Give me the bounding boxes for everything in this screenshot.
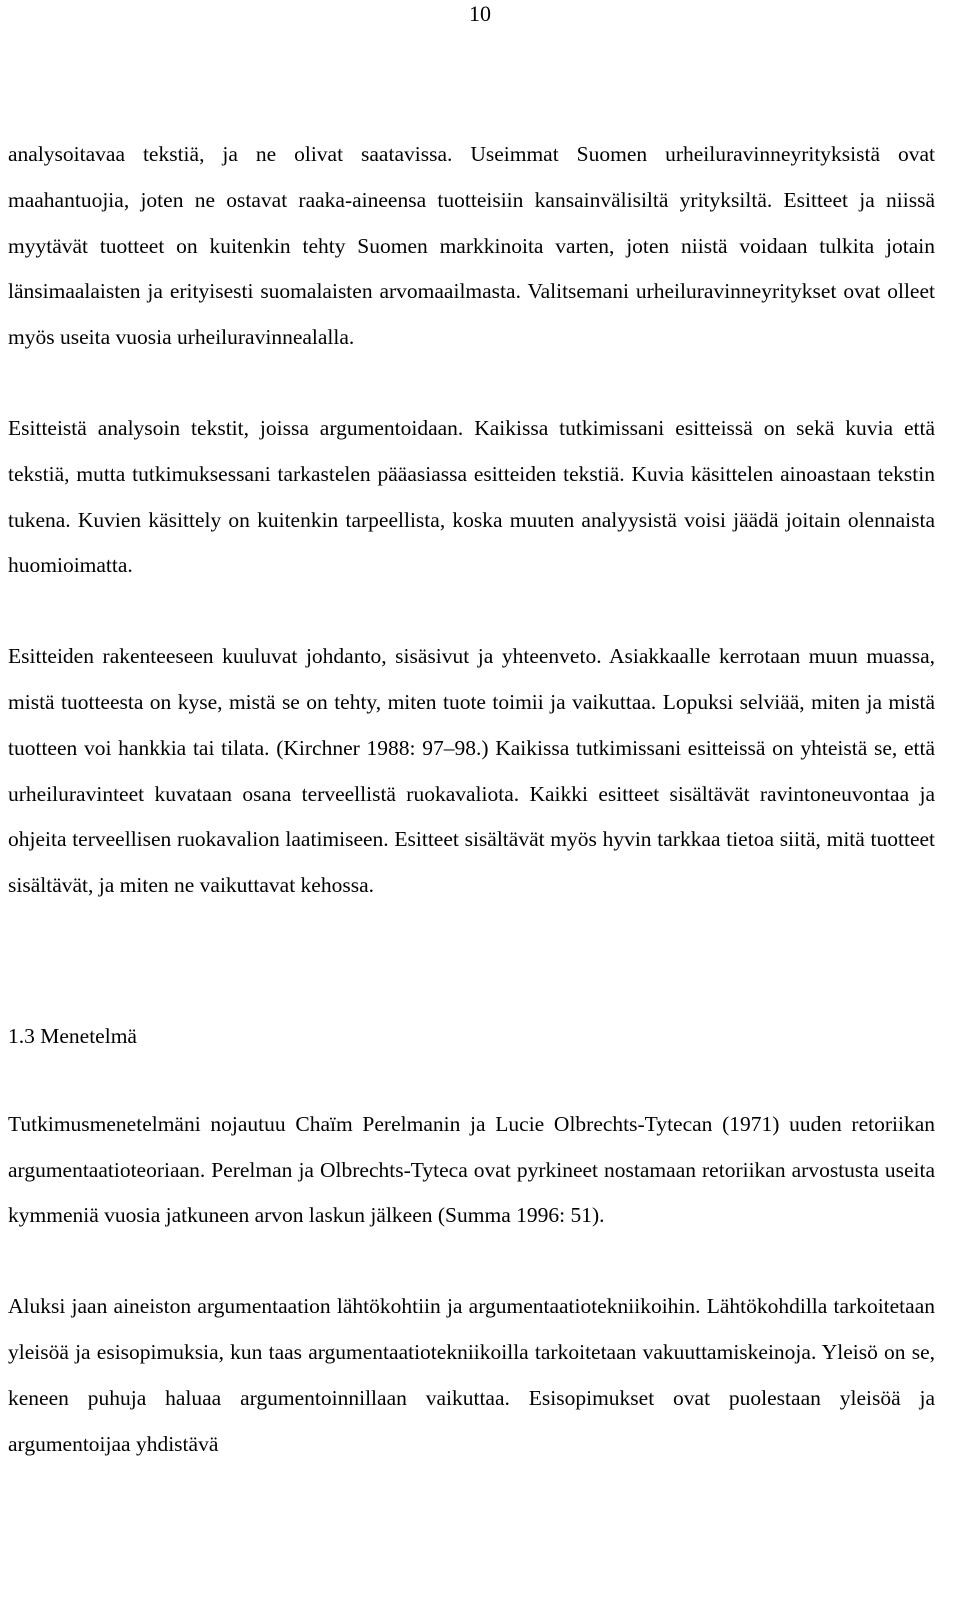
paragraph-method: Tutkimusmenetelmäni nojautuu Chaïm Perelmanin ja Lucie Olbrechts-Tytecan (1971) uuden retoriikan argumentaatioteoriaan. Perelman ja Olbrechts-Tyteca ovat pyrkineet nostamaan retoriikan arvostusta useita kymmeniä vuosia jatkuneen arvon laskun jälkeen (Summa 1996: 51). [8,1111,935,1228]
section-heading: 1.3 Menetelmä [8,1023,137,1048]
paragraph-argumentation: Aluksi jaan aineiston argumentaation lähtökohtiin ja argumentaatiotekniikoihin. Lähtökohdilla tarkoitetaan yleisöä ja esisopimuksia, kun taas argumentaatiotekniikoilla tarkoitetaan vakuuttamiskeinoja. Yleisö on se, keneen puhuja haluaa argumentoinnillaan vaikuttaa. Esisopimukset ovat puolestaan yleisöä ja argumentoijaa yhdistävä [8,1294,935,1456]
paragraph-structure: Esitteiden rakenteeseen kuuluvat johdanto, sisäsivut ja yhteenveto. Asiakkaalle kerrotaan muun muassa, mistä tuotteesta on kyse, mistä se on tehty, miten tuote toimii ja vaikuttaa. Lopuksi selviää, miten ja mistä tuotteen voi hankkia tai tilata. (Kirchner 1988: 97–98.) Kaikissa tutkimissani esitteissä on yhteistä se, että urheiluravinteet kuvataan osana terveellistä ruokavaliota. Kaikki esitteet sisältävät ravintoneuvontaa ja ohjeita terveellisen ruokavalion laatimiseen. Esitteet sisältävät myös hyvin tarkkaa tietoa siitä, mitä tuotteet sisältävät, ja miten ne vaikuttavat kehossa. [8,644,935,898]
paragraph-analysis: Esitteistä analysoin tekstit, joissa argumentoidaan. Kaikissa tutkimissani esitteissä on sekä kuvia että tekstiä, mutta tutkimuksessani tarkastelen pääasiassa esitteiden tekstiä. Kuvia käsittelen ainoastaan tekstin tukena. Kuvien käsittely on kuitenkin tarpeellista, koska muuten analyysistä voisi jäädä joitain olennaista huomioimatta. [8,415,935,578]
document-body [8,132,935,1467]
paragraph-intro: analysoitavaa tekstiä, ja ne olivat saatavissa. Useimmat Suomen urheiluravinneyrityksistä ovat maahantuojia, joten ne ostavat raaka-aineensa tuotteisiin kansainvälisiltä yrityksiltä. Esitteet ja niissä myytävät tuotteet on kuitenkin tehty Suomen markkinoita varten, joten niistä voidaan tulkita jotain länsimaalaisten ja erityisesti suomalaisten arvomaailmasta. Valitsemani urheiluravinneyritykset ovat olleet myös useita vuosia urheiluravinnealalla. [8,142,935,350]
page-number: 10 [469,1,491,26]
